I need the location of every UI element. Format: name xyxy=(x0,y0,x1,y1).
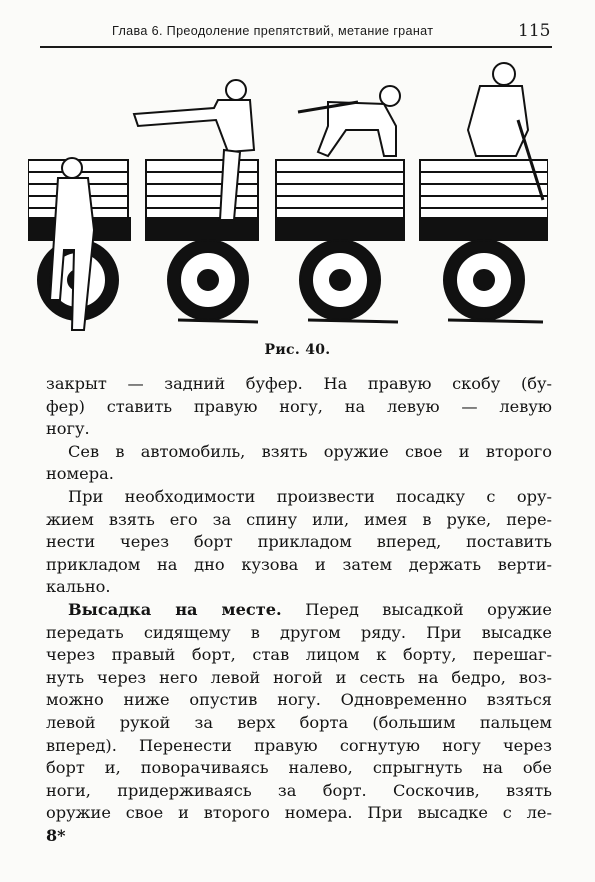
text-line: закрыт — задний буфер. На правую скобу (бу- xyxy=(46,374,552,393)
text-line: кально. xyxy=(46,577,111,597)
header-rule xyxy=(40,46,552,48)
text-line: жием взять его за спину или, имея в руке, пере- xyxy=(46,509,552,529)
truck-boarding-illustration xyxy=(28,60,548,335)
text-line: Сев в автомобиль, взять оружие свое и второго xyxy=(68,441,552,461)
figure-illustration xyxy=(28,60,548,335)
section-heading-rest: Перед высадкой оружие xyxy=(305,599,553,619)
text-line: При необходимости произвести посадку с ору- xyxy=(68,486,552,506)
section-heading-line xyxy=(46,599,552,622)
truck-body-2 xyxy=(146,160,258,322)
soldier-3 xyxy=(298,86,400,156)
body-text xyxy=(46,373,552,825)
text-line: ногу. xyxy=(46,419,90,439)
truck-body-4 xyxy=(420,160,548,322)
truck-body-3 xyxy=(276,160,404,322)
signature-mark: 8* xyxy=(46,826,66,845)
page-number: 115 xyxy=(518,21,551,41)
running-header xyxy=(0,18,595,48)
figure-caption: Рис. 40. xyxy=(264,342,331,358)
text-line: нести через борт прикладом вперед, поставить xyxy=(46,532,552,552)
running-head-title: Глава 6. Преодоление препятствий, метание гранат xyxy=(112,24,434,38)
text-line: левой рукой за верх борта (большим пальцем xyxy=(46,712,552,732)
text-line: можно ниже опустив ногу. Одновременно взяться xyxy=(46,690,552,710)
text-line: оружие свое и второго номера. При высадке с ле- xyxy=(46,803,552,823)
text-line: вперед). Перенести правую согнутую ногу через xyxy=(46,735,552,755)
text-line: передать сидящему в другом ряду. При высадке xyxy=(46,622,552,642)
section-heading: Высадка на месте. xyxy=(68,599,282,619)
text-line: фер) ставить правую ногу, на левую — левую xyxy=(46,396,552,416)
text-line: номера. xyxy=(46,464,114,484)
text-line: борт и, поворачиваясь налево, спрыгнуть на обе xyxy=(46,758,552,778)
text-line: прикладом на дно кузова и затем держать верти- xyxy=(46,554,552,574)
text-line: через правый борт, став лицом к борту, перешаг- xyxy=(46,645,552,665)
text-line: ноги, придерживаясь за борт. Соскочив, взять xyxy=(46,780,552,800)
text-line: нуть через него левой ногой и сесть на бедро, воз- xyxy=(46,667,552,687)
